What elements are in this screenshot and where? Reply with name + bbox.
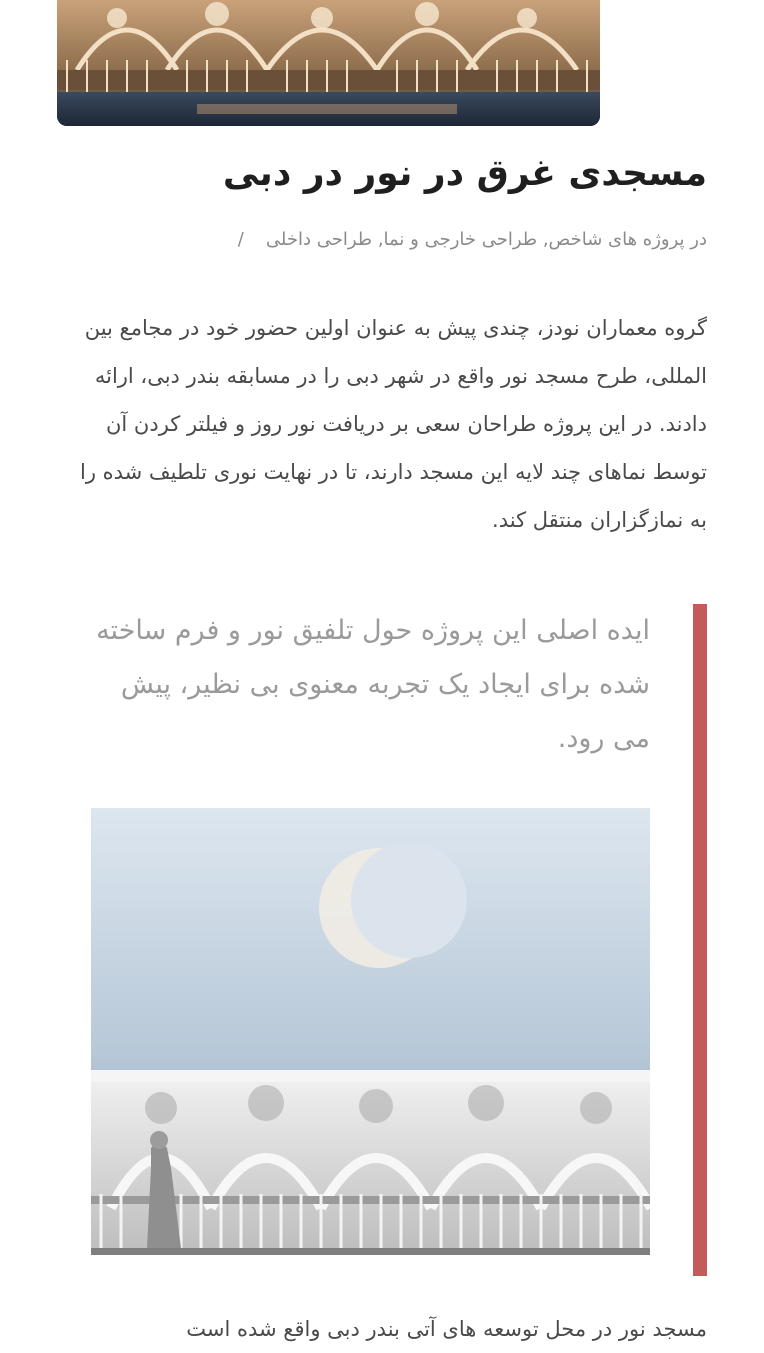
image-caption: مسجد نور در محل توسعه های آتی بندر دبی واقع شده است [186, 1317, 707, 1341]
hero-image-graphic [57, 0, 600, 126]
meta-separator: / [237, 229, 244, 250]
hero-image[interactable] [57, 0, 600, 126]
quote-image[interactable] [91, 808, 650, 1255]
article-title: مسجدی غرق در نور در دبی [222, 153, 707, 194]
quote-image-graphic [91, 808, 650, 1255]
quote-accent-bar [693, 604, 707, 1276]
article-meta [57, 224, 707, 256]
article-paragraph: گروه معماران نودز، چندی پیش به عنوان اولین حضور خود در مجامع بین المللی، طرح مسجد نور واقع در شهر دبی را در مسابقه بندر دبی، ارائه دادند. در این پروژه طراحان سعی بر دریافت نور روز و فیلتر کردن آن توسط نماهای چند لایه این مسجد دارند، تا در نهایت نوری تلطیف شده را به نمازگزاران منتقل کند. [79, 316, 707, 532]
blockquote [91, 604, 707, 1276]
category-links[interactable]: در پروژه های شاخص, طراحی خارجی و نما, طراحی داخلی [265, 229, 707, 250]
quote-text: ایده اصلی این پروژه حول تلفیق نور و فرم ساخته شده برای ایجاد یک تجربه معنوی بی نظیر، پیش می رود. [96, 615, 650, 754]
